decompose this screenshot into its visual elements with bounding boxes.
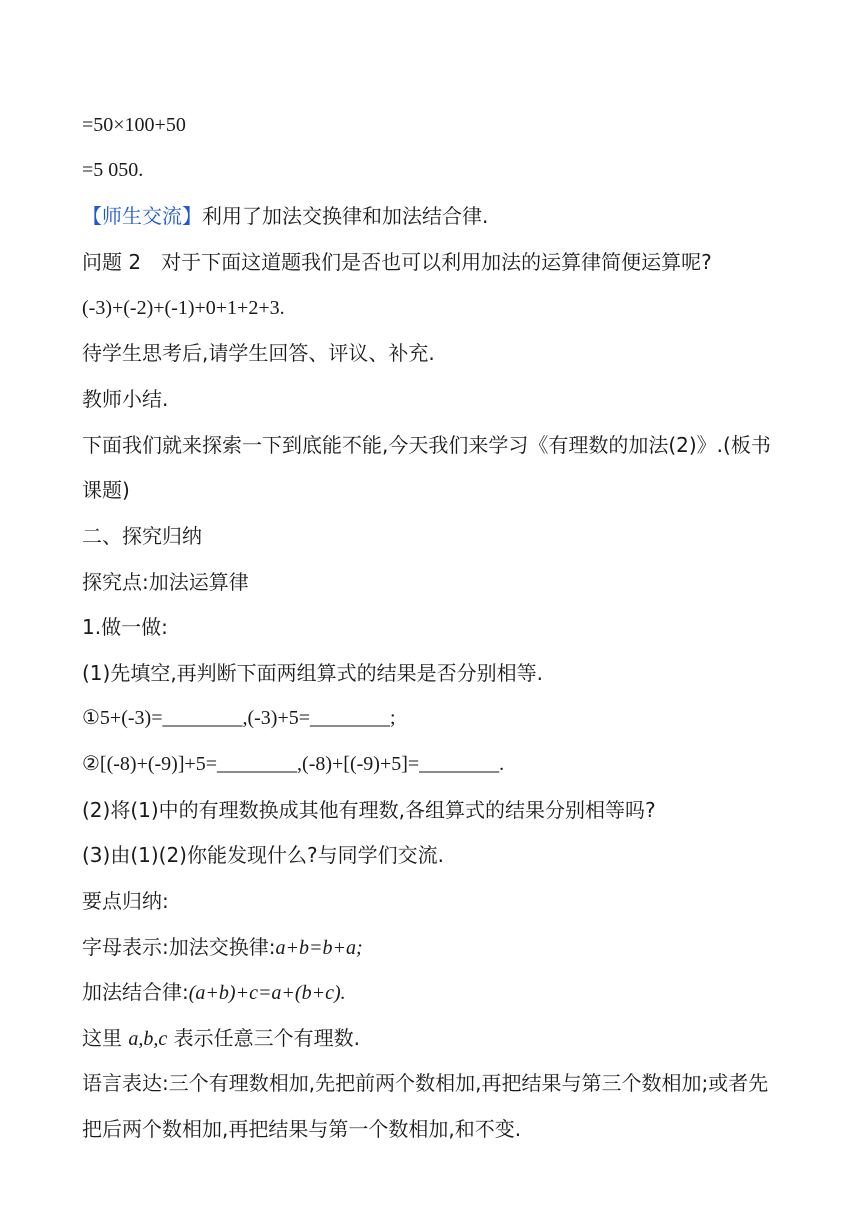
commutative-law-line <box>82 934 800 961</box>
equation-line: =50×100+50 <box>82 114 186 136</box>
task-2: (2)将(1)中的有理数换成其他有理数,各组算式的结果分别相等吗? <box>82 798 656 822</box>
variables-note-prefix: 这里 <box>82 1026 129 1050</box>
variables-note <box>82 1025 800 1052</box>
section-heading: 二、探究归纳 <box>82 524 202 548</box>
variables-note-suffix: 表示任意三个有理数. <box>167 1026 360 1050</box>
associative-law-line <box>82 979 800 1006</box>
associative-formula: (a+b)+c=a+(b+c). <box>188 982 346 1004</box>
exchange-text: 利用了加法交换律和加法结合律. <box>202 204 489 228</box>
exploration-point: 探究点:加法运算律 <box>82 570 249 594</box>
equation-result: =5 050. <box>82 159 144 181</box>
activity-heading: 1.做一做: <box>82 615 168 639</box>
commutative-formula: a+b=b+a; <box>275 937 363 959</box>
question-2-expression: (-3)+(-2)+(-1)+0+1+2+3. <box>82 297 285 319</box>
instruction-line: 待学生思考后,请学生回答、评议、补充. <box>82 341 435 365</box>
intro-paragraph-line-1: 下面我们就来探索一下到底能不能,今天我们来学习《有理数的加法(2)》.(板书 <box>82 433 771 457</box>
intro-paragraph-line-2: 课题) <box>82 478 130 502</box>
verbal-statement-line-2: 把后两个数相加,再把结果与第一个数相加,和不变. <box>82 1117 522 1141</box>
blank-exercise-1: ①5+(-3)=________,(-3)+5=________; <box>82 707 396 729</box>
task-3: (3)由(1)(2)你能发现什么?与同学们交流. <box>82 843 444 867</box>
question-2: 问题 2 对于下面这道题我们是否也可以利用加法的运算律简便运算呢? <box>82 250 712 274</box>
associative-label: 加法结合律: <box>82 980 189 1004</box>
variables: a,b,c <box>128 1028 168 1050</box>
verbal-statement-line-1: 语言表达:三个有理数相加,先把前两个数相加,再把结果与第三个数相加;或者先 <box>82 1071 769 1095</box>
teacher-student-exchange <box>82 203 800 229</box>
key-points-heading: 要点归纳: <box>82 889 169 913</box>
exchange-tag: 【师生交流】 <box>82 204 202 228</box>
teacher-summary: 教师小结. <box>82 387 169 411</box>
blank-exercise-2: ②[(-8)+(-9)]+5=________,(-8)+[(-9)+5]=________. <box>82 753 505 775</box>
task-1: (1)先填空,再判断下面两组算式的结果是否分别相等. <box>82 661 544 685</box>
commutative-label: 字母表示:加法交换律: <box>82 935 276 959</box>
